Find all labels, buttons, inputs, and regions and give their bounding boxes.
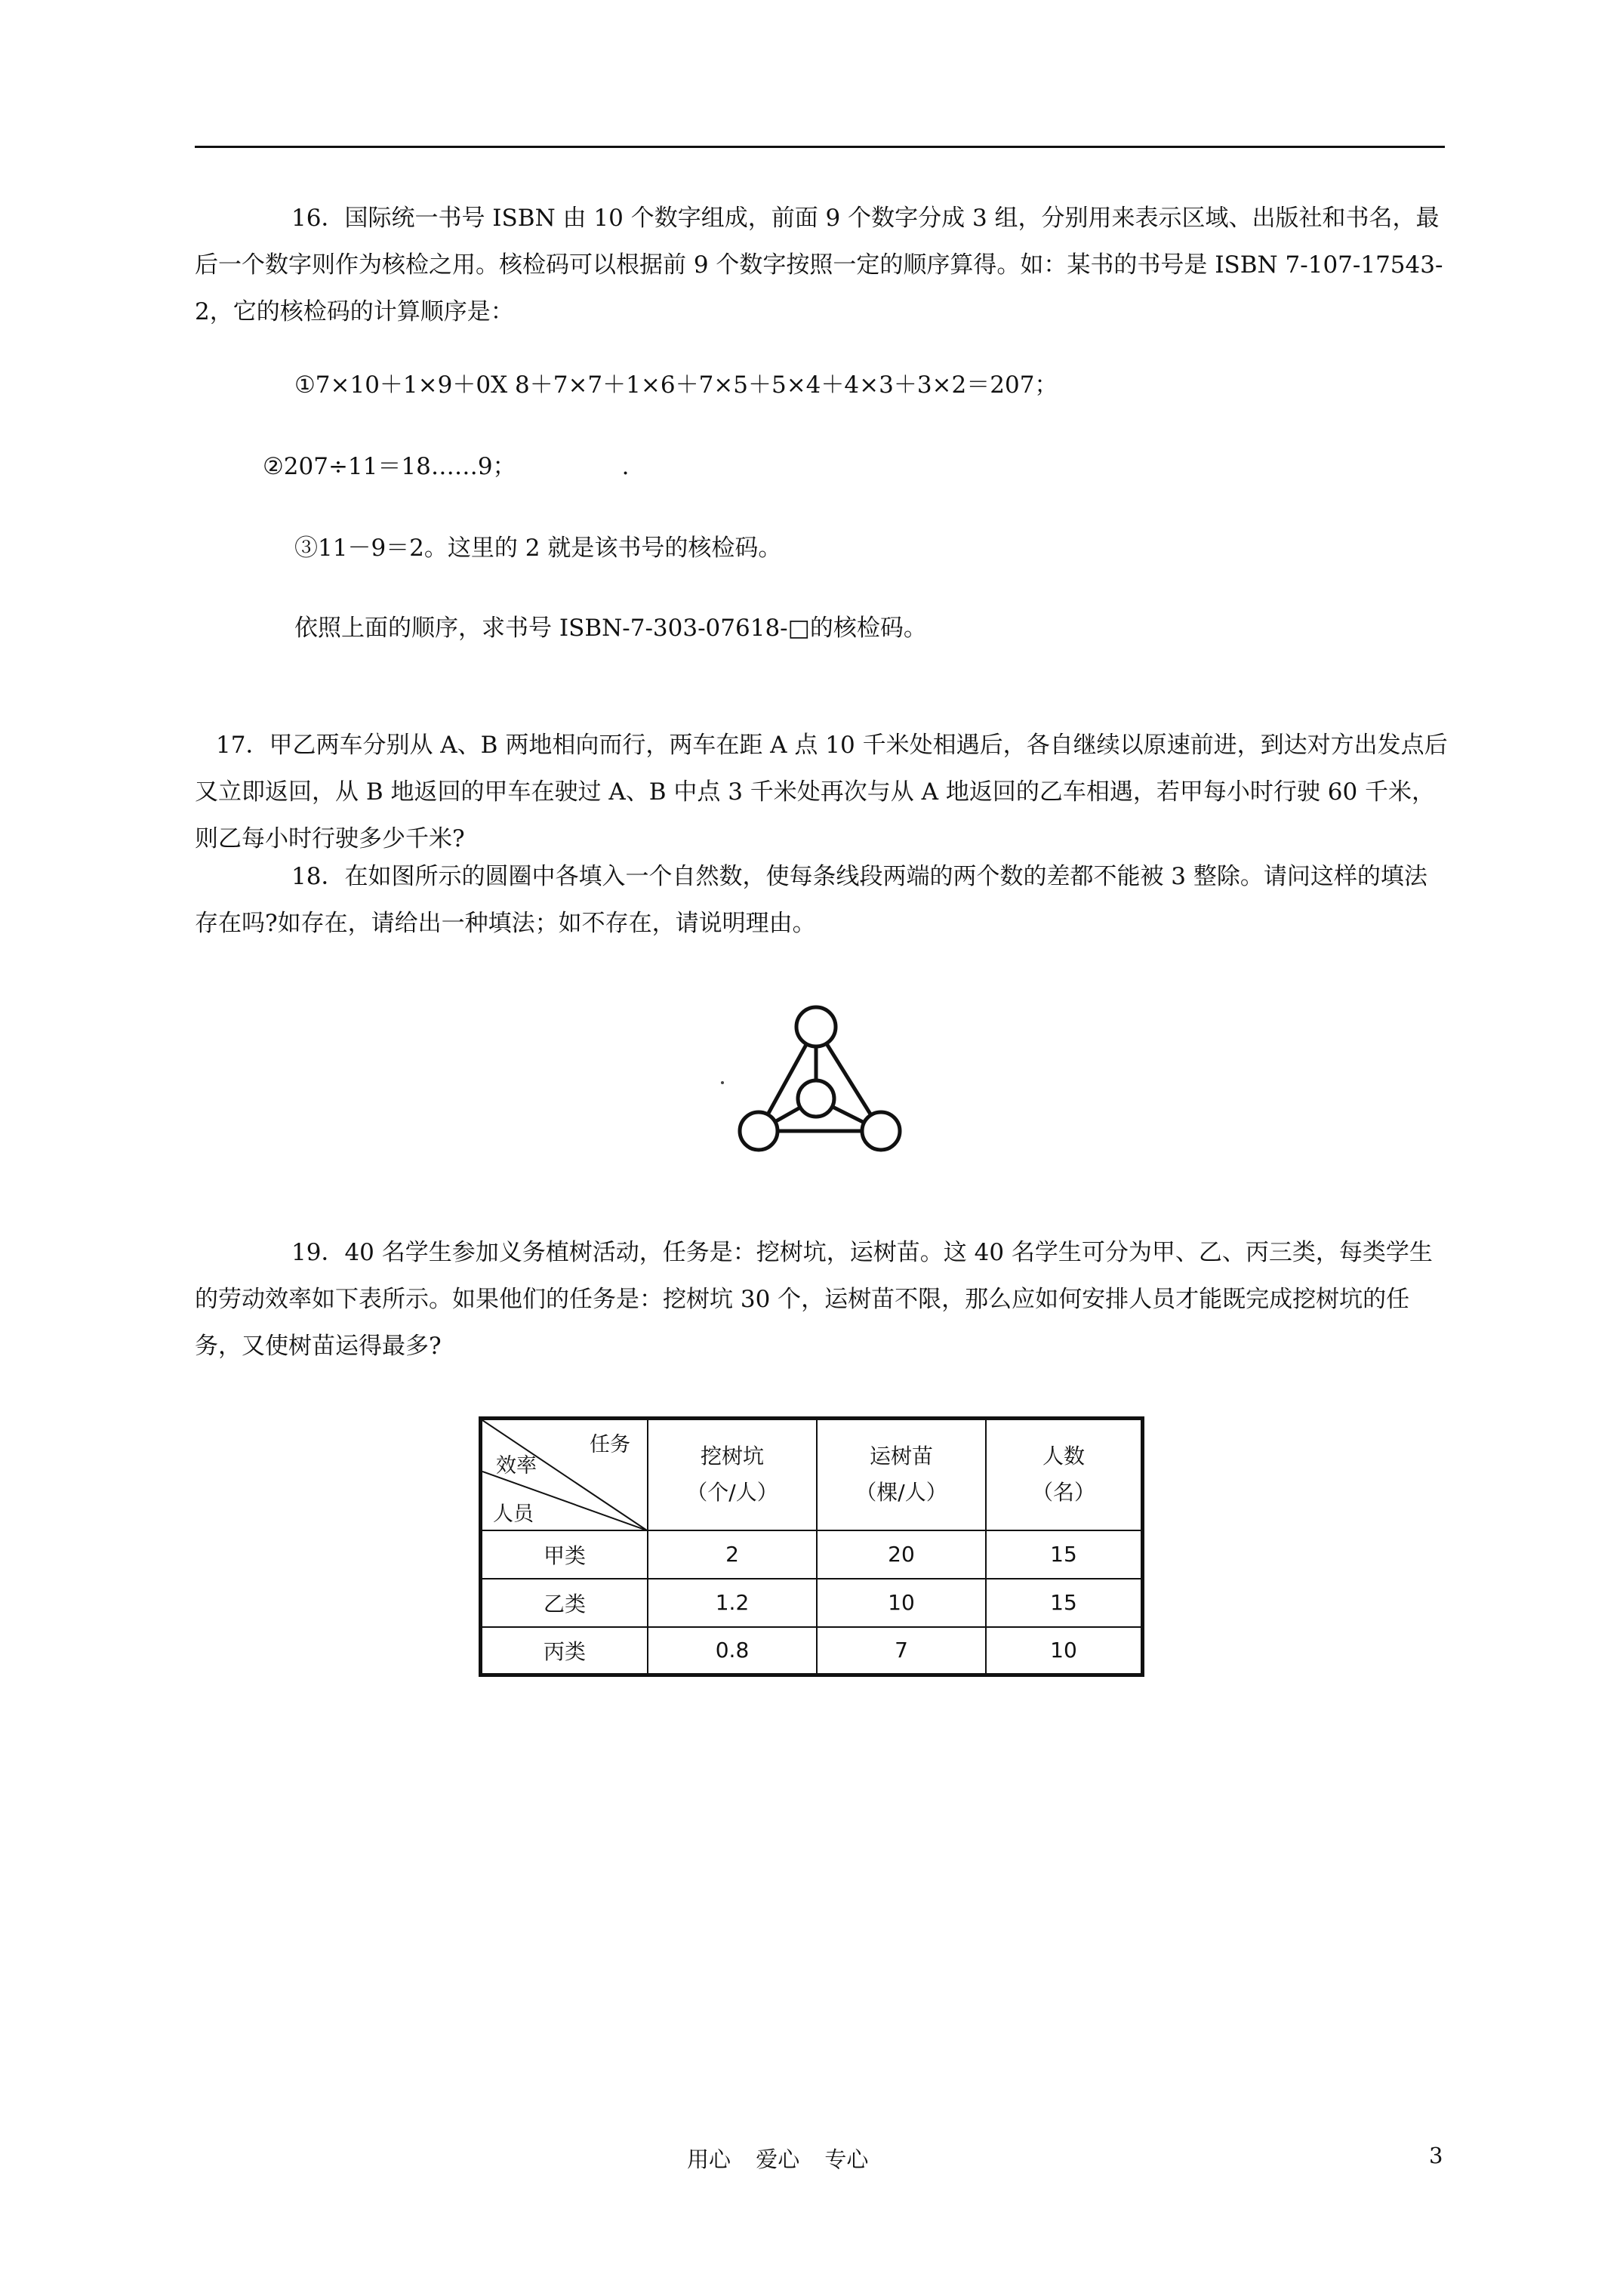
circle-center [798,1080,834,1117]
problem-19-text: 19．40 名学生参加义务植树活动，任务是：挖树坑，运树苗。这 40 名学生可分为甲、乙、丙三类，每类学生的劳动效率如下表所示。如果他们的任务是：挖树坑 30 个，运树苗不限，那么应如何安排人员才能既完成挖树坑的任务，又使树苗运得最多? [195,1239,1433,1360]
problem-18 [195,853,1448,947]
table-row [481,1530,1143,1579]
footer-motto: 用心 爱心 专心 [687,2147,869,2172]
problem-16-step-1: ①7×10＋1×9＋0X 8＋7×7＋1×6＋7×5＋5×4＋4×3＋3×2＝207； [294,371,1058,399]
table-cell: 10 [817,1579,986,1627]
corner-label-task: 任务 [590,1433,630,1456]
header-headcount-unit: （名） [1031,1480,1095,1505]
problem-17-text: 17．甲乙两车分别从 A、B 两地相向而行，两车在距 A 点 10 千米处相遇后，各自继续以原速前进，到达对方出发点后又立即返回，从 B 地返回的甲车在驶过 A、B 中点 3 千米处再次与从 A 地返回的乙车相遇，若甲每小时行驶 60 千米，则乙每小时行驶多少千米? [195,732,1448,852]
problem-17 [195,722,1448,862]
table-cell: 15 [986,1530,1143,1579]
header-dig-pits [648,1419,817,1530]
table-cell: 2 [648,1530,817,1579]
circle-top [796,1007,836,1046]
corner-label-efficiency: 效率 [496,1454,537,1478]
problem-16-step-2-text: ②207÷11＝18……9； [263,453,516,480]
efficiency-table [479,1416,1144,1677]
header-carry-saplings-unit: （棵/人） [855,1480,947,1505]
row-label: 甲类 [481,1530,648,1579]
header-carry-saplings [817,1419,986,1530]
table-row [481,1627,1143,1675]
row-label: 丙类 [481,1627,648,1675]
header-dig-pits-title: 挖树坑 [700,1444,764,1469]
row-label: 乙类 [481,1579,648,1627]
circle-bottom-right [862,1112,900,1150]
problem-16-intro-text: 16．国际统一书号 ISBN 由 10 个数字组成，前面 9 个数字分成 3 组，分别用来表示区域、出版社和书名，最后一个数字则作为核检之用。核检码可以根据前 9 个数字按照一定的顺序算得。如：某书的书号是 ISBN 7-107-17543-2，它的核检码的计算顺序是： [195,205,1443,325]
table-header-row [481,1419,1143,1530]
header-carry-saplings-title: 运树苗 [869,1444,933,1469]
problem-16-question: 依照上面的顺序，求书号 ISBN-7-303-07618-□的核检码。 [294,615,927,642]
corner-label-personnel: 人员 [493,1502,534,1526]
circle-triangle-diagram [717,989,913,1163]
problem-16-intro [195,195,1448,335]
problem-18-text: 18．在如图所示的圆圈中各填入一个自然数，使每条线段两端的两个数的差都不能被 3 整除。请问这样的填法存在吗?如存在，请给出一种填法；如不存在，请说明理由。 [195,863,1427,937]
problem-19 [195,1229,1448,1370]
table-cell: 20 [817,1530,986,1579]
problem-16-step-3: ③11－9＝2。这里的 2 就是该书号的核检码。 [294,535,782,562]
header-headcount [986,1419,1143,1530]
table-cell: 7 [817,1627,986,1675]
problem-16-step-2 [263,450,629,483]
page-number: 3 [1429,2143,1443,2168]
table-cell: 10 [986,1627,1143,1675]
header-rule [195,146,1445,148]
table-row [481,1579,1143,1627]
stray-mark: . [621,453,630,480]
table-cell: 1.2 [648,1579,817,1627]
header-dig-pits-unit: （个/人） [686,1480,778,1505]
circle-bottom-left [740,1112,778,1150]
table-cell: 0.8 [648,1627,817,1675]
table-corner-cell [481,1419,648,1530]
header-headcount-title: 人数 [1042,1444,1085,1469]
table-cell: 15 [986,1579,1143,1627]
